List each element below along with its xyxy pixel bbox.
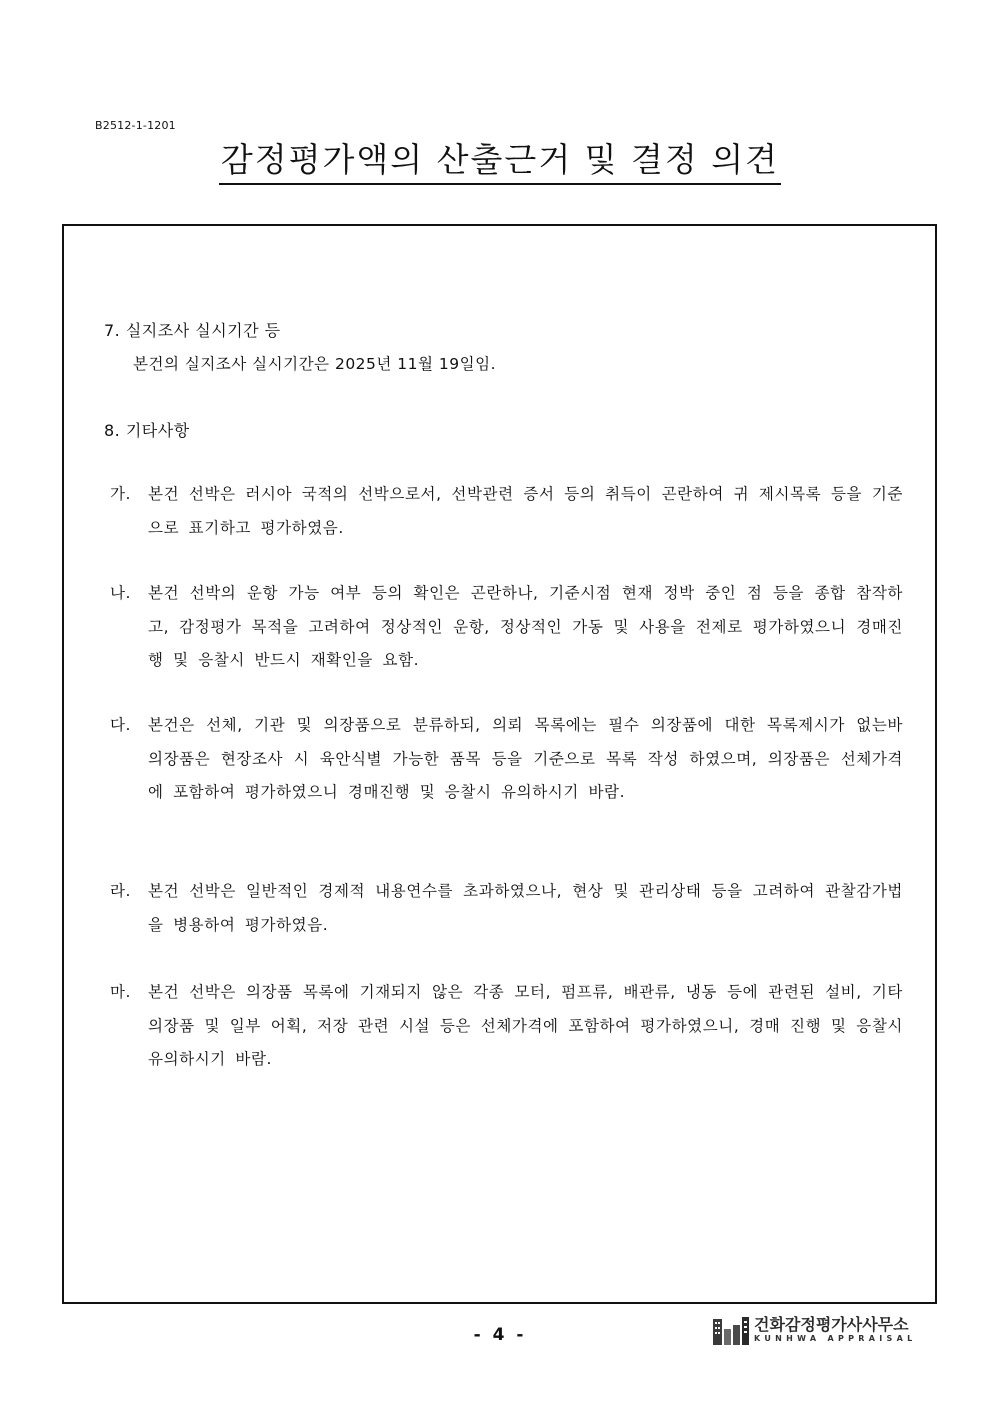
note-marker: 다. [110, 716, 131, 734]
section-body-7: 본건의 실지조사 실시기간은 2025년 11월 19일임. [133, 355, 497, 373]
document-id: B2512-1-1201 [95, 119, 176, 132]
logo-name: 건화감정평가사사무소 [754, 1315, 909, 1334]
note-marker: 가. [110, 485, 131, 503]
note-item-ma [110, 976, 910, 1077]
note-item-ra [110, 875, 910, 942]
note-item-na [110, 577, 910, 678]
building-logo-icon [712, 1315, 750, 1345]
note-text: 본건 선박은 러시아 국적의 선박으로서, 선박관련 증서 등의 취득이 곤란하여 귀 제시목록 등을 기준으로 표기하고 평가하였음. [148, 485, 903, 537]
note-text: 본건 선박은 일반적인 경제적 내용연수를 초과하였으나, 현상 및 관리상태 등을 고려하여 관찰감가법을 병용하여 평가하였음. [148, 882, 903, 934]
page-title [0, 134, 1000, 181]
section-heading-7: 7. 실지조사 실시기간 등 [104, 321, 281, 340]
note-text: 본건은 선체, 기관 및 의장품으로 분류하되, 의뢰 목록에는 필수 의장품에 대한 목록제시가 없는바 의장품은 현장조사 시 육안식별 가능한 품목 등을 기준으로 목록 작성 하였으며, 의장품은 선체가격에 포함하여 평가하였으니 경매진행 및 응찰시 유의하시기 바람. [148, 716, 903, 801]
logo-subtitle: KUNHWA APPRAISAL [754, 1334, 917, 1343]
section-heading-8: 8. 기타사항 [104, 421, 190, 440]
note-marker: 마. [110, 983, 131, 1001]
note-text: 본건 선박은 의장품 목록에 기재되지 않은 각종 모터, 펌프류, 배관류, 냉동 등에 관련된 설비, 기타 의장품 및 일부 어획, 저장 관련 시설 등은 선체가격에 포함하여 평가하였으니, 경매 진행 및 응찰시 유의하시기 바람. [148, 983, 903, 1068]
page-title-text: 감정평가액의 산출근거 및 결정 의견 [219, 140, 781, 185]
page-number: - 4 - [473, 1325, 527, 1345]
note-marker: 라. [110, 882, 131, 900]
note-item-ga [110, 478, 910, 545]
note-text: 본건 선박의 운항 가능 여부 등의 확인은 곤란하나, 기준시점 현재 정박 중인 점 등을 종합 참작하고, 감정평가 목적을 고려하여 정상적인 운항, 정상적인 가동 및 사용을 전제로 평가하였으니 경매진행 및 응찰시 반드시 재확인을 요함. [148, 584, 903, 669]
note-item-da [110, 709, 910, 810]
company-logo [712, 1312, 917, 1348]
note-marker: 나. [110, 584, 131, 602]
